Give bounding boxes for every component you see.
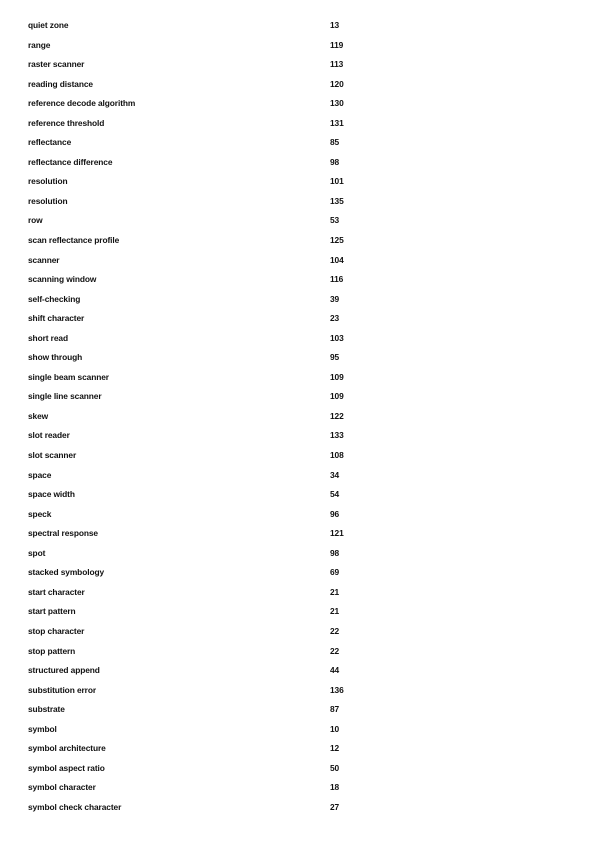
index-term: resolution bbox=[28, 195, 68, 206]
index-entry bbox=[28, 79, 358, 99]
index-term: symbol architecture bbox=[28, 743, 106, 754]
index-page-number: 104 bbox=[330, 254, 344, 265]
index-page-number: 50 bbox=[330, 762, 340, 773]
index-term: substitution error bbox=[28, 684, 96, 695]
index-entry bbox=[28, 255, 358, 275]
index-term: slot scanner bbox=[28, 450, 77, 461]
index-entry bbox=[28, 802, 358, 822]
index-page-number: 113 bbox=[330, 59, 344, 70]
index-page-number: 109 bbox=[330, 391, 344, 402]
index-page-number: 87 bbox=[330, 704, 340, 715]
index-term: resolution bbox=[28, 176, 68, 187]
index-page-number: 116 bbox=[330, 274, 344, 285]
index-term: space bbox=[28, 469, 52, 480]
index-entry bbox=[28, 430, 358, 450]
index-term: reflectance bbox=[28, 137, 72, 148]
index-entry bbox=[28, 20, 358, 40]
index-entry bbox=[28, 606, 358, 626]
index-page-number: 133 bbox=[330, 430, 344, 441]
index-entry bbox=[28, 470, 358, 490]
index-term: symbol bbox=[28, 723, 57, 734]
index-page-number: 23 bbox=[330, 313, 340, 324]
index-term: stacked symbology bbox=[28, 567, 105, 578]
index-entry bbox=[28, 646, 358, 666]
index-page-number: 101 bbox=[330, 176, 344, 187]
index-page-number: 136 bbox=[330, 684, 344, 695]
index-entry bbox=[28, 567, 358, 587]
index-entry bbox=[28, 372, 358, 392]
index-entry bbox=[28, 528, 358, 548]
index-entry bbox=[28, 685, 358, 705]
index-page-number: 121 bbox=[330, 528, 344, 539]
index-page-number: 131 bbox=[330, 117, 344, 128]
index-entry bbox=[28, 411, 358, 431]
index-entry bbox=[28, 333, 358, 353]
index-page-number: 85 bbox=[330, 137, 340, 148]
index-page-number: 122 bbox=[330, 410, 344, 421]
index-entry bbox=[28, 352, 358, 372]
index-term: self-checking bbox=[28, 293, 81, 304]
index-page-number: 108 bbox=[330, 450, 344, 461]
index-page-number: 135 bbox=[330, 195, 344, 206]
index-page-number: 44 bbox=[330, 665, 340, 676]
index-entry bbox=[28, 665, 358, 685]
index-page-number: 109 bbox=[330, 371, 344, 382]
index-term: symbol check character bbox=[28, 801, 122, 812]
index-page-number: 13 bbox=[330, 20, 340, 30]
index-term: single beam scanner bbox=[28, 371, 109, 382]
index-entry bbox=[28, 215, 358, 235]
index-page-number: 96 bbox=[330, 508, 340, 519]
index-entry bbox=[28, 391, 358, 411]
index-page-number: 119 bbox=[330, 39, 344, 50]
index-page-number: 120 bbox=[330, 78, 344, 89]
index-page-number: 27 bbox=[330, 801, 340, 812]
index-entry bbox=[28, 724, 358, 744]
index-entry bbox=[28, 274, 358, 294]
index-page-number: 18 bbox=[330, 782, 340, 793]
index-page-number: 21 bbox=[330, 586, 340, 597]
index-page-number: 98 bbox=[330, 156, 340, 167]
index-page-number: 34 bbox=[330, 469, 340, 480]
index-entry bbox=[28, 294, 358, 314]
index-entry bbox=[28, 40, 358, 60]
index-page-number: 22 bbox=[330, 625, 340, 636]
index-entry bbox=[28, 509, 358, 529]
index-term: row bbox=[28, 215, 43, 226]
index-entry bbox=[28, 157, 358, 177]
index-term: speck bbox=[28, 508, 52, 519]
index-entry bbox=[28, 313, 358, 333]
index-entry bbox=[28, 450, 358, 470]
index-page-number: 125 bbox=[330, 235, 344, 246]
index-entry bbox=[28, 489, 358, 509]
index-entry bbox=[28, 98, 358, 118]
index-term: quiet zone bbox=[28, 20, 69, 30]
index-term: range bbox=[28, 39, 51, 50]
index-term: substrate bbox=[28, 704, 65, 715]
index-entry bbox=[28, 704, 358, 724]
index-entry bbox=[28, 176, 358, 196]
index-term: spot bbox=[28, 547, 46, 558]
index-entry bbox=[28, 782, 358, 802]
index-term: reading distance bbox=[28, 78, 93, 89]
index-entry bbox=[28, 137, 358, 157]
index-term: structured append bbox=[28, 665, 100, 676]
index-term: short read bbox=[28, 332, 68, 343]
index-page-number: 69 bbox=[330, 567, 340, 578]
index-page-number: 95 bbox=[330, 352, 340, 363]
index-entry bbox=[28, 587, 358, 607]
index-entry bbox=[28, 196, 358, 216]
index-page-number: 54 bbox=[330, 489, 340, 500]
index-term: shift character bbox=[28, 313, 85, 324]
index-term: stop character bbox=[28, 625, 85, 636]
index-term: start character bbox=[28, 586, 85, 597]
index-term: symbol aspect ratio bbox=[28, 762, 105, 773]
index-page-number: 53 bbox=[330, 215, 340, 226]
index-entry bbox=[28, 59, 358, 79]
index-term: stop pattern bbox=[28, 645, 76, 656]
index-term: reflectance difference bbox=[28, 156, 113, 167]
index-page-number: 39 bbox=[330, 293, 340, 304]
index-term: single line scanner bbox=[28, 391, 102, 402]
index-term: spectral response bbox=[28, 528, 98, 539]
index-entry bbox=[28, 626, 358, 646]
index-term: scanning window bbox=[28, 274, 97, 285]
index-term: skew bbox=[28, 410, 49, 421]
index-page-number: 103 bbox=[330, 332, 344, 343]
index-term: scanner bbox=[28, 254, 60, 265]
index-page-number: 12 bbox=[330, 743, 340, 754]
index-page-number: 98 bbox=[330, 547, 340, 558]
index-page-number: 130 bbox=[330, 98, 344, 109]
index-entry bbox=[28, 548, 358, 568]
index-entry bbox=[28, 235, 358, 255]
index-term: show through bbox=[28, 352, 83, 363]
index-term: slot reader bbox=[28, 430, 70, 441]
index-term: raster scanner bbox=[28, 59, 85, 70]
index-term: scan reflectance profile bbox=[28, 235, 120, 246]
index-list bbox=[28, 20, 358, 821]
index-term: reference threshold bbox=[28, 117, 105, 128]
index-term: space width bbox=[28, 489, 75, 500]
index-term: start pattern bbox=[28, 606, 76, 617]
index-term: reference decode algorithm bbox=[28, 98, 136, 109]
index-entry bbox=[28, 118, 358, 138]
index-page-number: 10 bbox=[330, 723, 340, 734]
index-entry bbox=[28, 763, 358, 783]
index-term: symbol character bbox=[28, 782, 96, 793]
index-entry bbox=[28, 743, 358, 763]
index-page-number: 22 bbox=[330, 645, 340, 656]
index-page-number: 21 bbox=[330, 606, 340, 617]
